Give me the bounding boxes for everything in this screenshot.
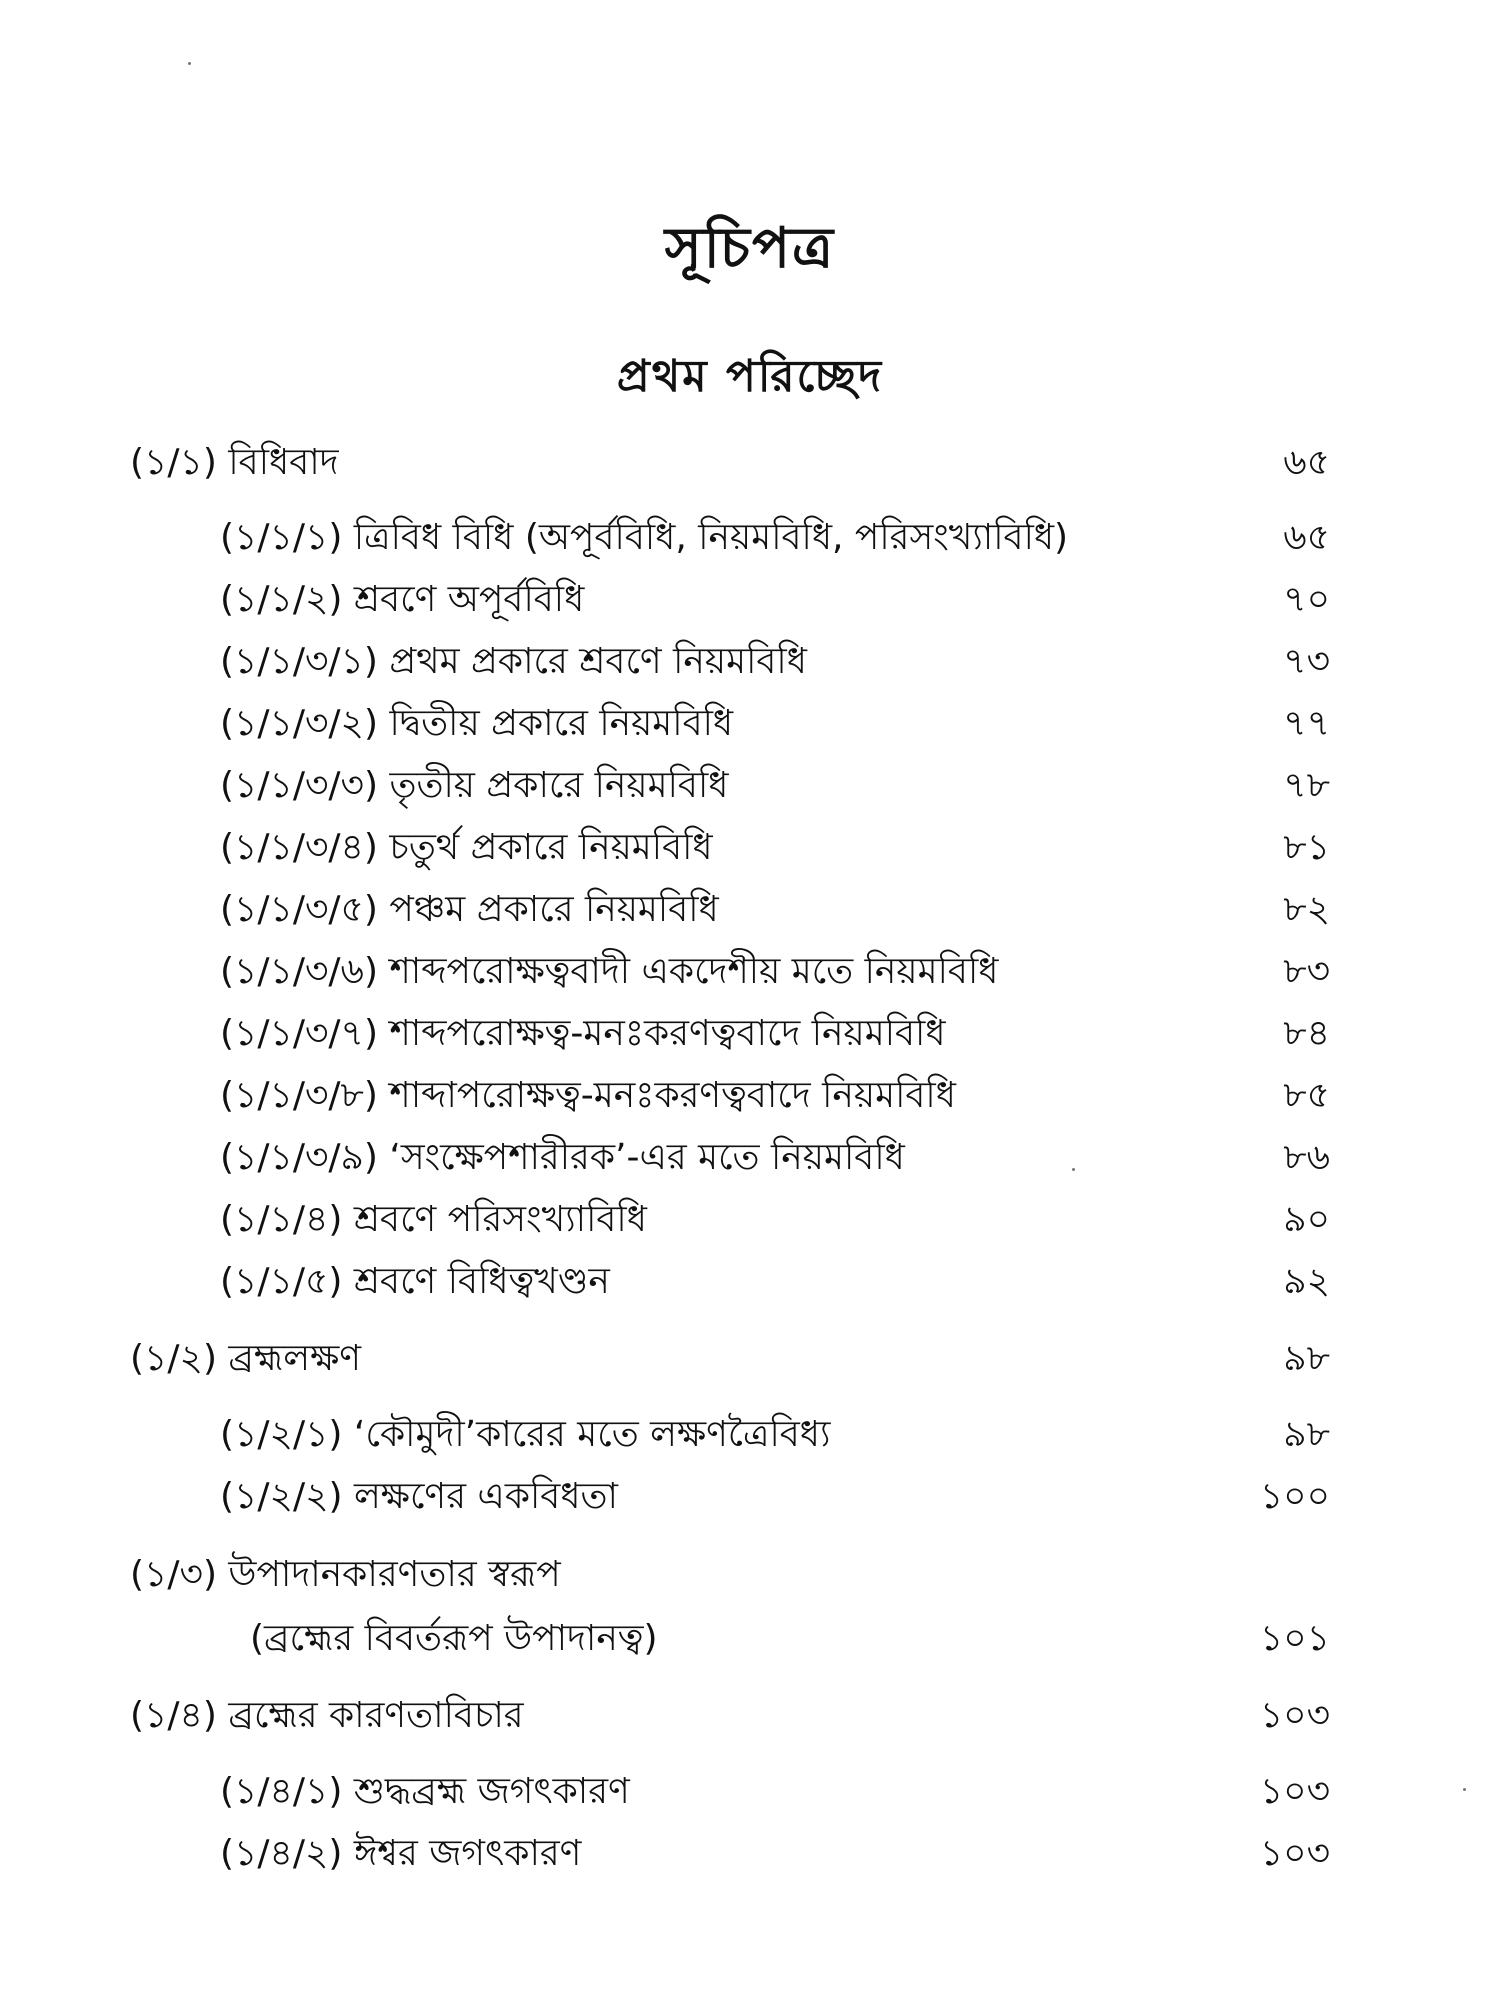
toc-entry-label: (১/৪/২) ঈশ্বর জগৎকারণ [220, 1833, 582, 1874]
toc-entry-page: ৬৫ [1283, 517, 1330, 558]
toc-entry-page: ১০৩ [1259, 1771, 1330, 1812]
toc-entry-continuation [250, 1613, 1330, 1665]
toc-entry-page: ৯৮ [1283, 1338, 1330, 1379]
toc-entry-page: ৯০ [1283, 1199, 1330, 1240]
toc-entry [220, 698, 1330, 750]
toc-entry [220, 1409, 1330, 1461]
toc-entry [220, 512, 1330, 564]
toc-entry-label: (১/১/১) ত্রিবিধ বিধি (অপূর্ববিধি, নিয়মবিধি, পরিসংখ্যাবিধি) [220, 517, 1069, 558]
toc-entry-label: (১/৪) ব্রহ্মের কারণতাবিচার [130, 1695, 524, 1736]
toc-entry-label: (১/১) বিধিবাদ [130, 442, 339, 483]
toc-entry [220, 822, 1330, 874]
toc-entry-page: ৭০ [1283, 579, 1330, 620]
toc-entry [130, 437, 1330, 489]
chapter-heading: প্রথম পরিচ্ছেদ [616, 351, 884, 402]
toc-entry [220, 1008, 1330, 1060]
scan-speck [1463, 1788, 1466, 1791]
toc-entry-label: (১/১/৩/৭) শাব্দপরোক্ষত্ব-মনঃকরণত্ববাদে নিয়মবিধি [220, 1013, 946, 1054]
toc-entry-label: (১/১/৪) শ্রবণে পরিসংখ্যাবিধি [220, 1199, 647, 1240]
toc-entry [220, 1471, 1330, 1523]
toc-entry-label: (১/২/১) ‘কৌমুদী’কারের মতে লক্ষণত্রৈবিধ্য [220, 1414, 831, 1455]
toc-entry [220, 884, 1330, 936]
toc-entry-page: ৯৮ [1283, 1414, 1330, 1455]
toc-entry-page: ১০৩ [1259, 1833, 1330, 1874]
toc-entry-label: (১/১/৩/৬) শাব্দপরোক্ষত্ববাদী একদেশীয় মতে নিয়মবিধি [220, 951, 999, 992]
scan-speck [188, 62, 191, 65]
toc-entry [220, 1194, 1330, 1246]
toc-entry-label: (১/১/৩/৪) চতুর্থ প্রকারে নিয়মবিধি [220, 827, 713, 868]
toc-entry [220, 636, 1330, 688]
toc-entry [130, 1333, 1330, 1385]
toc-entry [130, 1690, 1330, 1742]
toc-entry-label: (১/১/৩/৫) পঞ্চম প্রকারে নিয়মবিধি [220, 889, 719, 930]
toc-entry-page: ৭৮ [1283, 765, 1330, 806]
toc-entry-page: ৬৫ [1283, 442, 1330, 483]
toc-entry-page: ৮৫ [1283, 1075, 1330, 1116]
toc-entry [220, 1828, 1330, 1880]
toc-entry-page: ৮৪ [1283, 1013, 1330, 1054]
toc-entry-page: ৮৩ [1283, 951, 1330, 992]
toc-entry [220, 574, 1330, 626]
toc-entry-page: ৮৬ [1283, 1137, 1330, 1178]
page-title: সূচিপত্র [664, 216, 836, 281]
toc-entry-label: (১/১/৫) শ্রবণে বিধিত্বখণ্ডন [220, 1261, 610, 1302]
toc-entry-page: ৮১ [1283, 827, 1330, 868]
toc-entry-page: ১০০ [1259, 1476, 1330, 1517]
toc-entry-label: (ব্রহ্মের বিবর্তরূপ উপাদানত্ব) [250, 1618, 658, 1659]
toc-entry-label: (১/১/৩/৮) শাব্দাপরোক্ষত্ব-মনঃকরণত্ববাদে নিয়মবিধি [220, 1075, 956, 1116]
toc-entry-label: (১/২/২) লক্ষণের একবিধতা [220, 1476, 618, 1517]
toc-entry [220, 1132, 1330, 1184]
toc-entry [220, 946, 1330, 998]
toc-entry-page: ৭৩ [1283, 641, 1330, 682]
toc-entry-label: (১/২) ব্রহ্মলক্ষণ [130, 1338, 362, 1379]
toc-entry-page: ১০৩ [1259, 1695, 1330, 1736]
toc-entry [220, 1766, 1330, 1818]
toc-entry-label: (১/১/৩/৯) ‘সংক্ষেপশারীরক’-এর মতে নিয়মবিধি [220, 1137, 905, 1178]
toc-entry [220, 1256, 1330, 1308]
toc-entry-label: (১/১/৩/২) দ্বিতীয় প্রকারে নিয়মবিধি [220, 703, 734, 744]
toc-entry-page: ৯২ [1283, 1261, 1330, 1302]
toc-entry-page: ৭৭ [1283, 703, 1330, 744]
scan-speck [1072, 1168, 1075, 1171]
toc-entry-label: (১/১/৩/১) প্রথম প্রকারে শ্রবণে নিয়মবিধি [220, 641, 807, 682]
toc-entry-label: (১/১/৩/৩) তৃতীয় প্রকারে নিয়মবিধি [220, 765, 729, 806]
toc-entry-label: (১/১/২) শ্রবণে অপূর্ববিধি [220, 579, 585, 620]
toc-entry [220, 760, 1330, 812]
toc-entry-page: ১০১ [1259, 1618, 1330, 1659]
toc-entry [220, 1070, 1330, 1122]
toc-entry-label: (১/৩) উপাদানকারণতার স্বরূপ [130, 1554, 561, 1595]
toc-entry [130, 1549, 1330, 1601]
toc-entry-label: (১/৪/১) শুদ্ধব্রহ্ম জগৎকারণ [220, 1771, 630, 1812]
toc-entry-page: ৮২ [1283, 889, 1330, 930]
